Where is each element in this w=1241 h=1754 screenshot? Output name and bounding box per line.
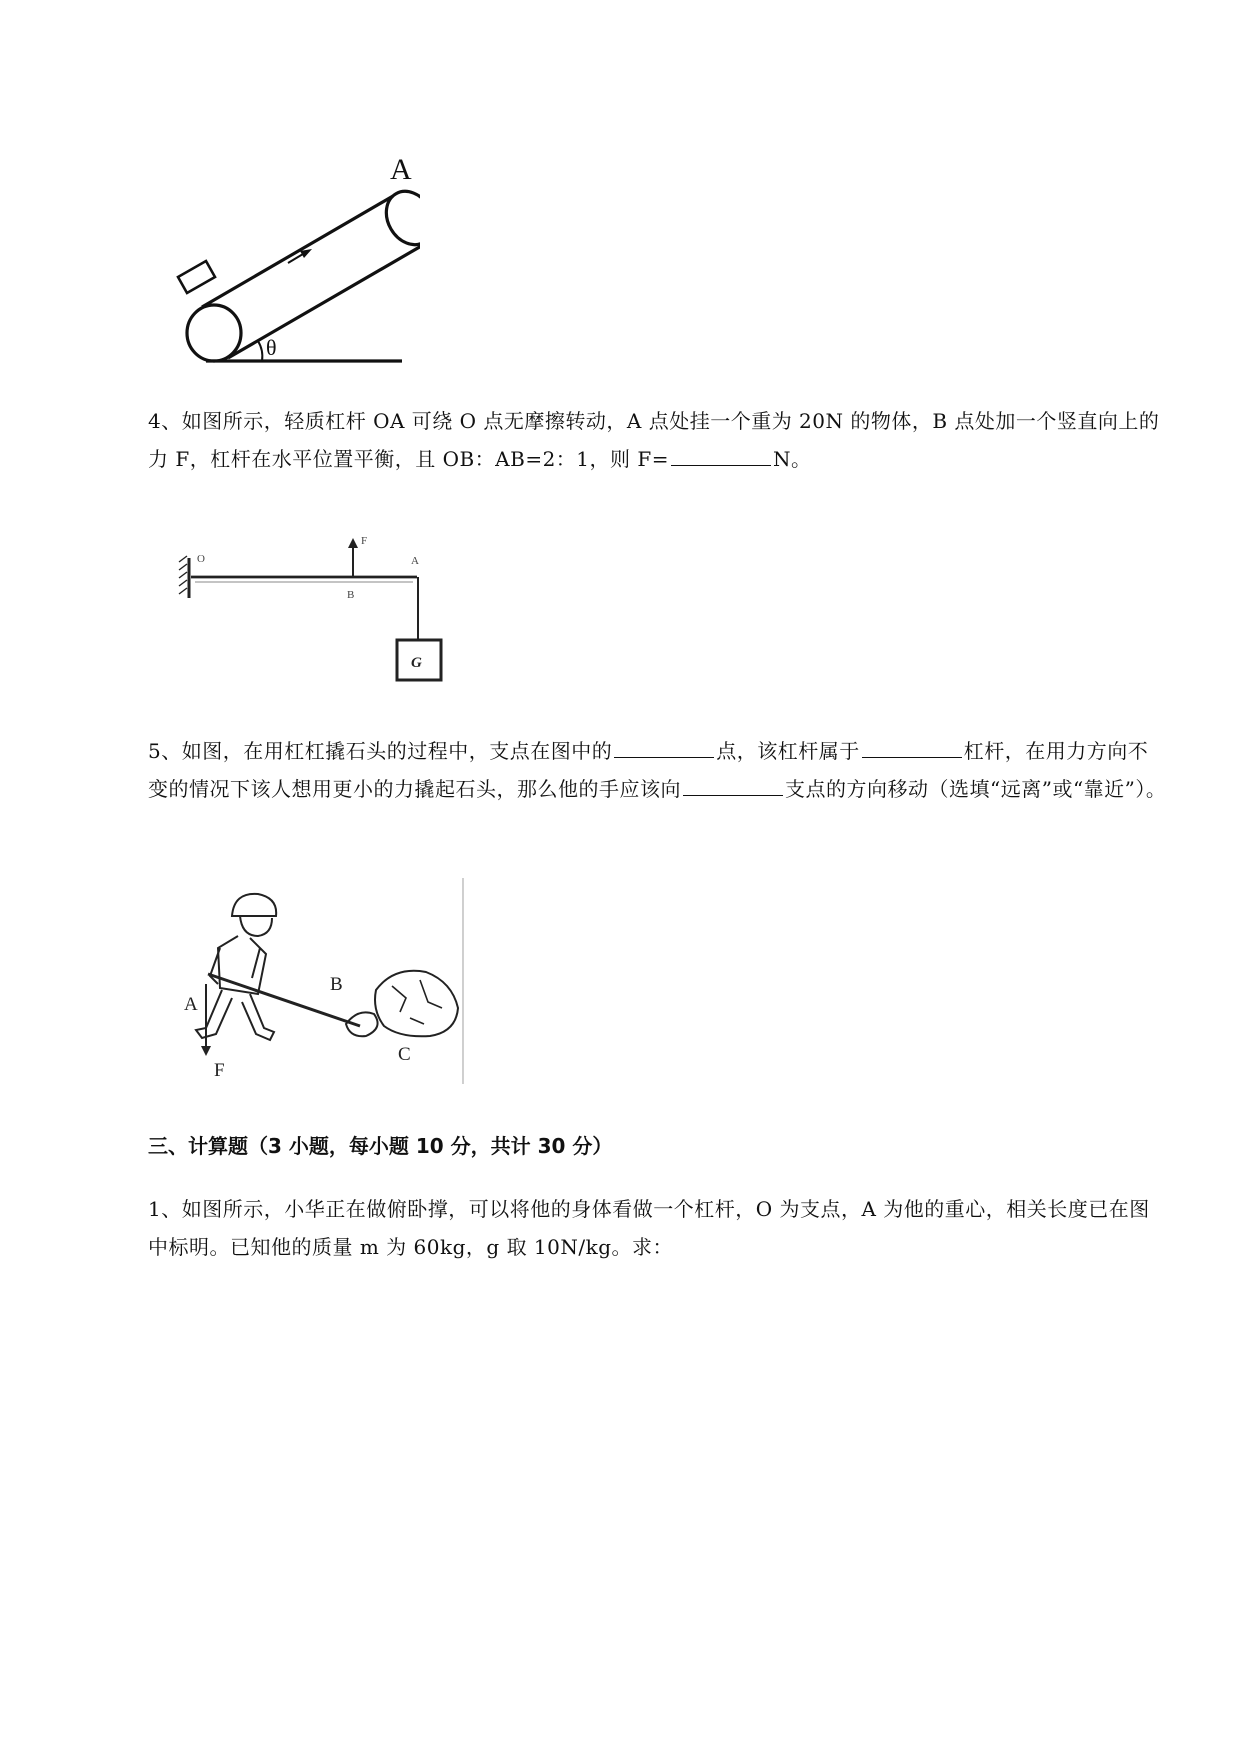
label-o: O bbox=[197, 553, 205, 565]
answer-blank-fulcrum[interactable] bbox=[614, 735, 714, 758]
force-arrowhead bbox=[201, 1046, 211, 1056]
question-5-text-4: 支点的方向移动（选填“远离”或“靠近”）。 bbox=[785, 777, 1167, 801]
answer-blank-direction[interactable] bbox=[683, 773, 783, 796]
wall-hatch bbox=[179, 556, 187, 594]
belt-bottom bbox=[228, 245, 420, 358]
question-4-text: 4、如图所示，轻质杠杆 OA 可绕 O 点无摩擦转动，A 点处挂一个重为 20N 的物体，B 点处加一个竖直向上的力 F，杠杆在水平位置平衡，且 OB：AB=2：1，则 F= bbox=[148, 409, 1160, 471]
bottom-pulley bbox=[187, 305, 241, 361]
label-g: G bbox=[411, 655, 422, 671]
question-4 bbox=[148, 402, 1168, 478]
label-f: F bbox=[214, 1060, 225, 1081]
label-b: B bbox=[330, 974, 343, 995]
crowbar-rock-figure bbox=[180, 878, 470, 1088]
question-5-text-3: 杠杆，在用力方向不变的情况下该人想用更小的力撬起石头，那么他的手应该向 bbox=[148, 739, 1149, 801]
label-a: A bbox=[184, 994, 198, 1015]
helmet bbox=[232, 894, 276, 916]
belt-top bbox=[202, 196, 393, 307]
label-f: F bbox=[361, 535, 368, 547]
section-3-heading: 三、计算题（3 小题，每小题 10 分，共计 30 分） bbox=[148, 1134, 613, 1158]
answer-blank-lever-type[interactable] bbox=[862, 735, 962, 758]
label-c: C bbox=[398, 1044, 411, 1065]
label-theta: θ bbox=[266, 335, 277, 360]
angle-arc bbox=[258, 341, 262, 361]
legs bbox=[196, 990, 274, 1040]
calc-question-1: 1、如图所示，小华正在做俯卧撑，可以将他的身体看做一个杠杆，O 为支点，A 为他的重心，相关长度已在图中标明。已知他的质量 m 为 60kg，g 取 10N/kg。求： bbox=[148, 1197, 1150, 1259]
head bbox=[240, 916, 272, 936]
lever-weight-figure bbox=[175, 520, 465, 690]
answer-blank-f[interactable] bbox=[671, 443, 771, 466]
label-a: A bbox=[390, 155, 412, 186]
rock-texture bbox=[392, 980, 442, 1024]
label-b: B bbox=[347, 589, 355, 601]
question-5-text-2: 点，该杠杆属于 bbox=[716, 739, 860, 763]
top-pulley bbox=[377, 183, 420, 253]
question-5 bbox=[148, 732, 1168, 808]
label-a: A bbox=[411, 555, 419, 567]
box-on-belt bbox=[178, 261, 215, 293]
conveyor-incline-figure bbox=[170, 155, 420, 370]
question-5-text-1: 5、如图，在用杠杠撬石头的过程中，支点在图中的 bbox=[148, 739, 613, 763]
force-arrowhead bbox=[348, 538, 358, 548]
large-rock bbox=[375, 971, 458, 1036]
question-4-unit: N。 bbox=[773, 447, 812, 471]
